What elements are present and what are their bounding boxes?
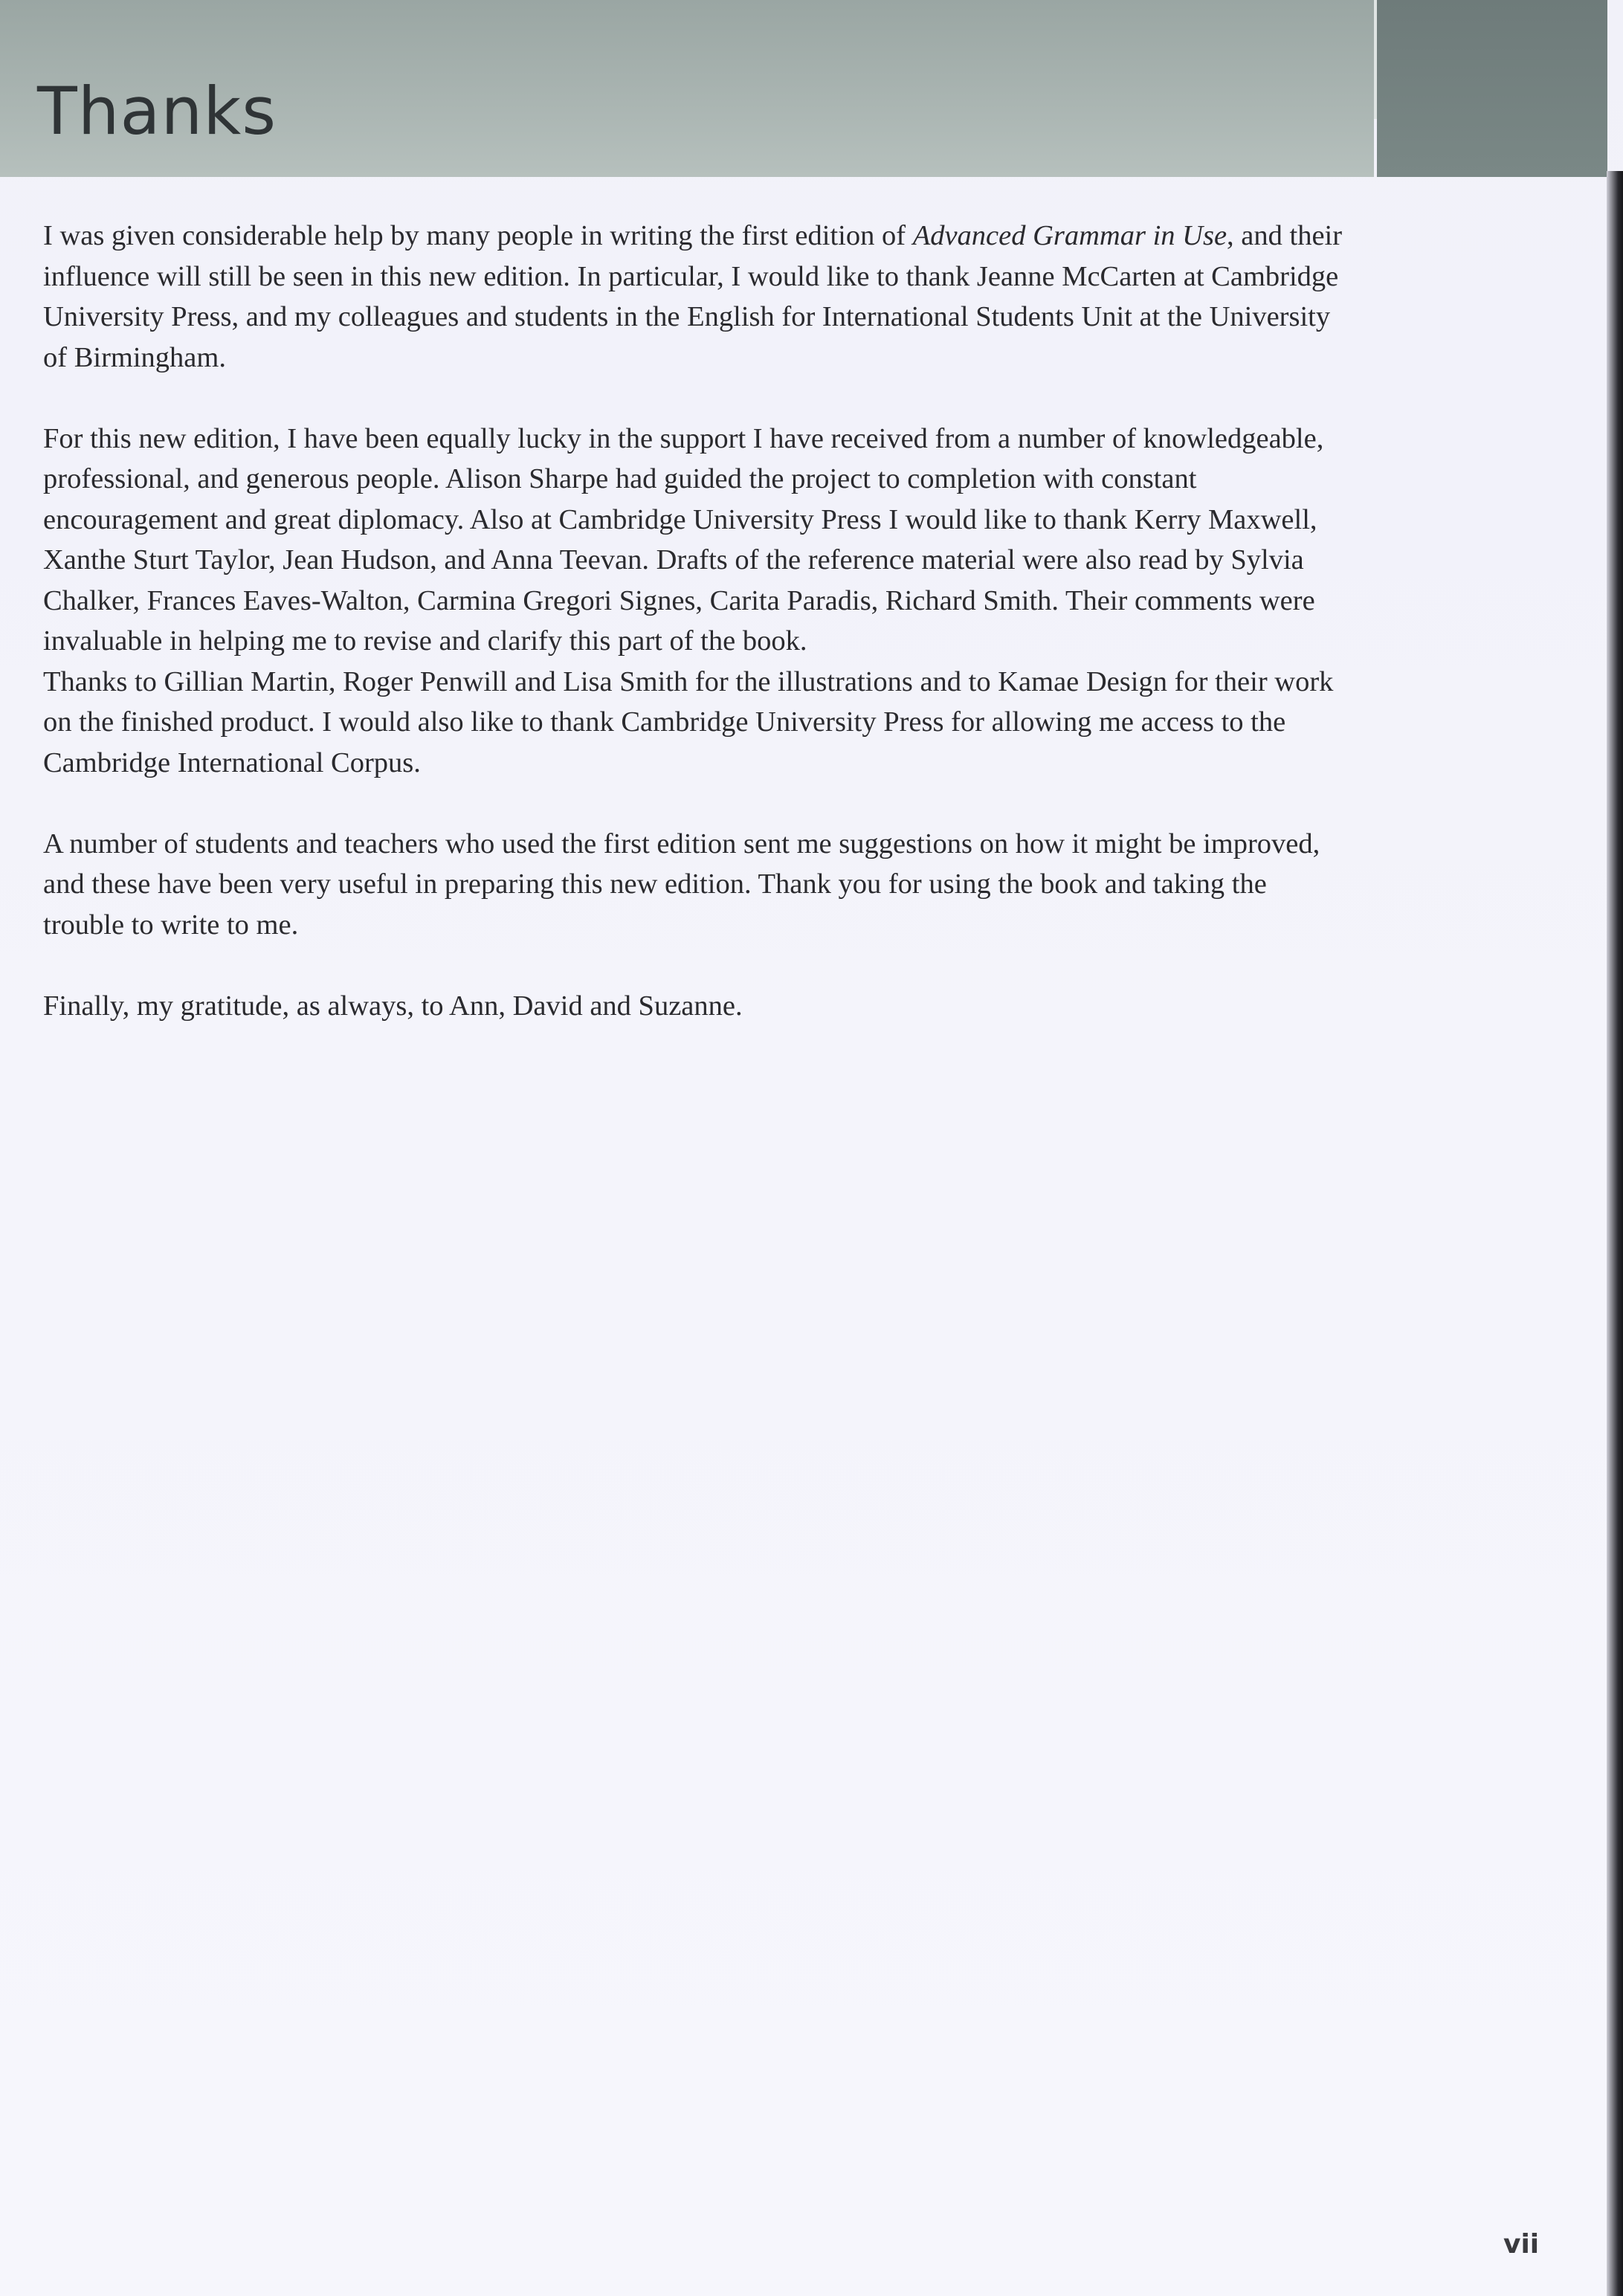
paragraph-illustrations: Thanks to Gillian Martin, Roger Penwill and Lisa Smith for the illustrations and to Kamae Design for their work on the finished product. I would also like to thank Cambridge University Press for allowing me access to the Cambridge International Corpus. (43, 665, 1334, 778)
paragraph-gratitude: Finally, my gratitude, as always, to Ann, David and Suzanne. (43, 990, 743, 1022)
page-title: Thanks (37, 73, 277, 149)
header-tab (1377, 0, 1607, 177)
paragraph-readers: A number of students and teachers who used the first edition sent me suggestions on how it might be improved, and these have been very useful in preparing this new edition. Thank you for using the book and taking the trouble to write to me. (43, 828, 1320, 941)
paragraph-intro-text-end: , and their influence will still be seen in this new edition. In particular, I would like to thank Jeanne McCarten at Cambridge University Press, and my colleagues and students in the English for International Students Unit at the University of Birmingham. (43, 220, 1343, 373)
paragraph-new-edition: For this new edition, I have been equally lucky in the support I have received from a number of knowledgeable, professional, and generous people. Alison Sharpe had guided the project to completion with constant encouragement and great diplomacy. Also at Cambridge University Press I would like to thank Kerry Maxwell, Xanthe Sturt Taylor, Jean Hudson, and Anna Teevan. Drafts of the reference material were also read by Sylvia Chalker, Frances Eaves-Walton, Carmina Gregori Signes, Carita Paradis, Richard Smith. Their comments were invaluable in helping me to revise and clarify this part of the book. (43, 422, 1324, 657)
paragraph-intro-text-start: I was given considerable help by many people in writing the first edition of (43, 220, 913, 251)
paragraph-intro (43, 216, 1352, 378)
book-title: Advanced Grammar in Use (912, 220, 1227, 251)
page-number: vii (1503, 2229, 1540, 2260)
book-spine-shadow (1607, 171, 1623, 2296)
body-text (43, 216, 1352, 1067)
